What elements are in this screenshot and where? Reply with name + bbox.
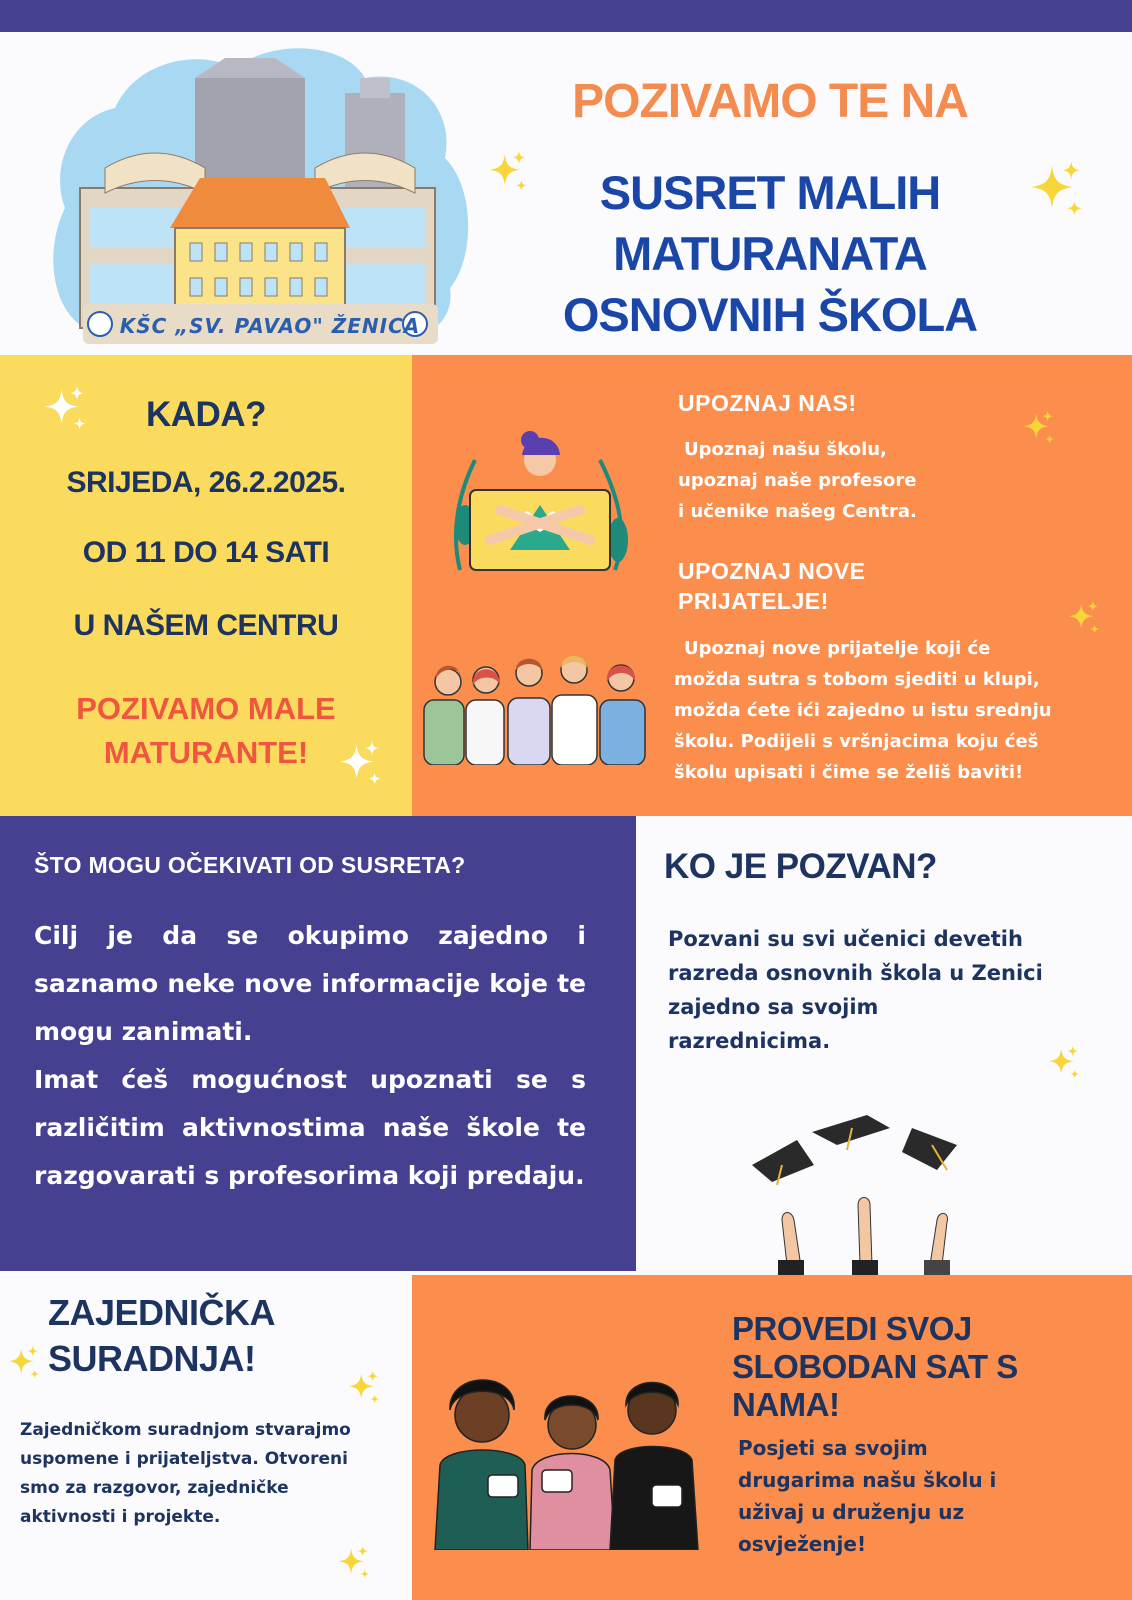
expect-text xyxy=(34,912,586,1200)
event-place: U NAŠEM CENTRU xyxy=(73,609,339,642)
free-period-line: uživaj u druženju uz xyxy=(738,1500,965,1524)
cooperation-line: aktivnosti i projekte. xyxy=(20,1507,221,1527)
new-friends-line: školu upisati i čime se želiš baviti! xyxy=(674,762,1024,783)
school-logo xyxy=(45,38,475,350)
self-love-illustration xyxy=(440,430,640,575)
when-invite-line: MATURANTE! xyxy=(103,735,309,770)
event-date: SRIJEDA, 26.2.2025. xyxy=(66,466,346,499)
event-title-line: OSNOVNIH ŠKOLA xyxy=(562,288,978,341)
new-friends-line: školu. Podijeli s vršnjacima koju ćeš xyxy=(674,731,1039,752)
invited-heading: KO JE POZVAN? xyxy=(664,847,937,886)
invited-text xyxy=(668,922,1088,1058)
new-friends-text xyxy=(674,633,1114,788)
cooperation-line: Zajedničkom suradnjom stvarajmo xyxy=(20,1420,351,1440)
free-period-text xyxy=(738,1432,1058,1560)
invited-line: razrednicima. xyxy=(668,1029,831,1053)
cooperation-heading-line: SURADNJA! xyxy=(48,1338,256,1379)
cooperation-heading xyxy=(48,1290,378,1382)
meet-us-heading: UPOZNAJ NAS! xyxy=(678,390,857,416)
when-label: KADA? xyxy=(146,395,266,434)
invited-line: Pozvani su svi učenici devetih xyxy=(668,927,1023,951)
sparkle-icon xyxy=(1020,410,1056,446)
coffee-friends-illustration xyxy=(430,1360,715,1550)
top-bar xyxy=(0,0,1132,32)
expect-paragraph: Cilj je da se okupimo zajedno i saznamo neke nove informacije koje te mogu zanimati. xyxy=(34,921,586,1046)
free-period-line: osvježenje! xyxy=(738,1532,867,1556)
sparkle-icon xyxy=(1025,160,1085,220)
new-friends-heading-line: UPOZNAJ NOVE xyxy=(678,558,866,584)
free-period-heading-line: PROVEDI SVOJ xyxy=(732,1310,972,1347)
event-title-line: SUSRET MALIH xyxy=(599,166,941,219)
cooperation-line: smo za razgovor, zajedničke xyxy=(20,1478,289,1498)
free-period-heading-line: NAMA! xyxy=(732,1386,840,1423)
cooperation-heading-line: ZAJEDNIČKA xyxy=(48,1292,276,1333)
meet-us-line: i učenike našeg Centra. xyxy=(678,501,917,522)
friends-group-illustration xyxy=(416,640,671,765)
sparkle-icon xyxy=(1065,600,1101,636)
sparkle-icon xyxy=(335,740,383,788)
header-invite: POZIVAMO TE NA xyxy=(572,75,968,128)
cooperation-text xyxy=(20,1416,405,1532)
free-period-heading xyxy=(732,1310,1092,1424)
expect-paragraph: Imat ćeš mogućnost upoznati se s različitim aktivnostima naše škole te razgovarati s profesorima koji predaju. xyxy=(34,1065,586,1190)
new-friends-line: Upoznaj nove prijatelje koji će xyxy=(684,638,991,659)
sparkle-icon xyxy=(485,150,529,194)
free-period-line: drugarima našu školu i xyxy=(738,1468,997,1492)
graduation-caps-illustration xyxy=(752,1110,992,1275)
sparkle-icon xyxy=(1045,1045,1081,1081)
new-friends-heading-line: PRIJATELJE! xyxy=(678,588,829,614)
expect-heading: ŠTO MOGU OČEKIVATI OD SUSRETA? xyxy=(34,852,466,878)
invited-line: razreda osnovnih škola u Zenici xyxy=(668,961,1043,985)
cooperation-line: uspomene i prijateljstva. Otvoreni xyxy=(20,1449,348,1469)
event-time: OD 11 DO 14 SATI xyxy=(82,536,330,569)
new-friends-line: možda ćete ići zajedno u istu srednju xyxy=(674,700,1052,721)
event-title-line: MATURANATA xyxy=(613,227,927,280)
sparkle-icon xyxy=(345,1370,381,1406)
free-period-heading-line: SLOBODAN SAT S xyxy=(732,1348,1018,1385)
meet-us-text xyxy=(678,434,1008,527)
invited-line: zajedno sa svojim xyxy=(668,995,879,1019)
sparkle-icon xyxy=(5,1345,41,1381)
when-invite-line: POZIVAMO MALE xyxy=(76,691,336,726)
event-title xyxy=(490,162,1050,345)
logo-caption: KŠC „SV. PAVAO" ŽENICA xyxy=(119,314,421,338)
meet-us-line: Upoznaj našu školu, xyxy=(684,439,887,460)
new-friends-line: možda sutra s tobom sjediti u klupi, xyxy=(674,669,1040,690)
new-friends-heading xyxy=(678,556,978,616)
sparkle-icon xyxy=(40,385,88,433)
free-period-line: Posjeti sa svojim xyxy=(738,1436,928,1460)
meet-us-line: upoznaj naše profesore xyxy=(678,470,917,491)
sparkle-icon xyxy=(335,1545,371,1581)
